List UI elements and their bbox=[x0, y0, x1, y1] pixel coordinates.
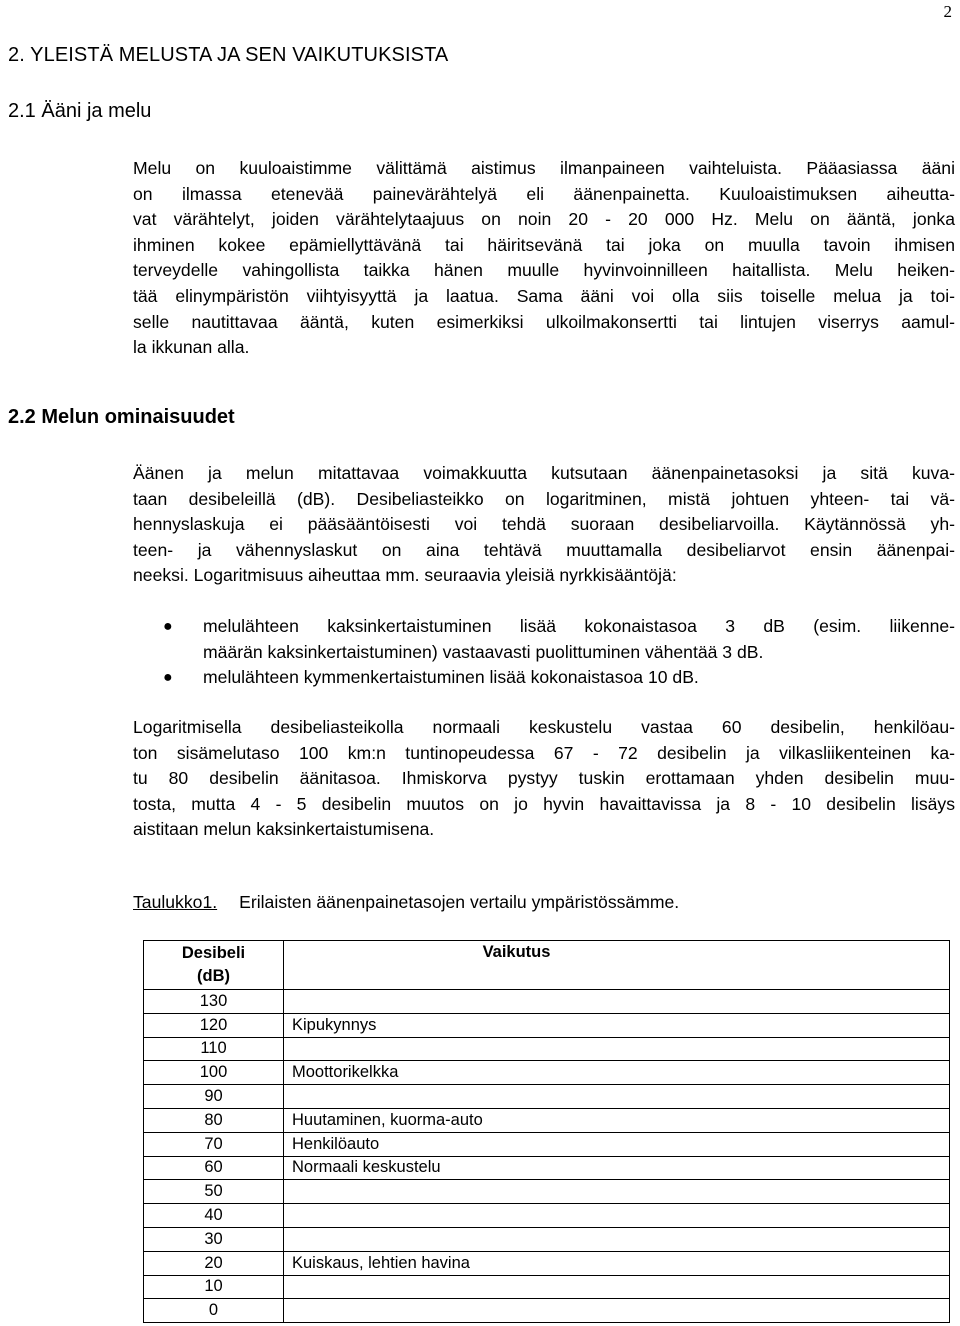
effect-cell bbox=[284, 1275, 950, 1299]
text-line: Logaritmisella desibeliasteikolla normaali keskustelu vastaa 60 desibelin, henkilöau- bbox=[133, 717, 955, 737]
column-header-decibel bbox=[144, 941, 284, 990]
section-2-2-paragraph-2 bbox=[133, 715, 955, 843]
section-heading-2-2: 2.2 Melun ominaisuudet bbox=[8, 406, 235, 428]
effect-cell bbox=[284, 1299, 950, 1323]
text-line: neeksi. Logaritmisuus aiheuttaa mm. seuraavia yleisiä nyrkkisääntöjä: bbox=[133, 565, 677, 586]
table-row bbox=[144, 1275, 950, 1299]
table-row bbox=[144, 1251, 950, 1275]
text-line: melulähteen kymmenkertaistuminen lisää kokonaistasoa 10 dB. bbox=[203, 667, 699, 688]
effect-cell: Kipukynnys bbox=[284, 1013, 950, 1037]
decibel-cell: 40 bbox=[144, 1204, 284, 1228]
effect-cell bbox=[284, 990, 950, 1014]
effect-cell: Kuiskaus, lehtien havina bbox=[284, 1251, 950, 1275]
chapter-heading: 2. YLEISTÄ MELUSTA JA SEN VAIKUTUKSISTA bbox=[8, 44, 449, 66]
table-row bbox=[144, 1108, 950, 1132]
text-line: terveydelle vahingollista taikka hänen muulle hyvinvoinnilleen haitallista. Melu heiken- bbox=[133, 260, 955, 281]
list-item bbox=[133, 665, 955, 691]
text-line: Äänen ja melun mitattavaa voimakkuutta kutsutaan äänenpainetasoksi ja sitä kuva- bbox=[133, 463, 955, 483]
section-2-1-paragraph bbox=[133, 156, 955, 361]
decibel-cell: 30 bbox=[144, 1227, 284, 1251]
page-number: 2 bbox=[943, 2, 952, 21]
decibel-cell: 120 bbox=[144, 1013, 284, 1037]
text-line: aistitaan melun kaksinkertaistumisena. bbox=[133, 819, 435, 840]
table-row bbox=[144, 1085, 950, 1109]
text-line: tosta, mutta 4 - 5 desibelin muutos on jo hyvin havaittavissa ja 8 - 10 desibelin lisäys bbox=[133, 793, 955, 814]
decibel-cell: 90 bbox=[144, 1085, 284, 1109]
table-row bbox=[144, 1299, 950, 1323]
table-caption-text: Erilaisten äänenpainetasojen vertailu ympäristössämme. bbox=[239, 892, 680, 912]
effect-cell: Henkilöauto bbox=[284, 1132, 950, 1156]
noise-level-table bbox=[143, 940, 950, 1323]
text-line: ton sisämelutaso 100 km:n tuntinopeudessa 67 - 72 desibelin ja vilkasliikenteinen ka- bbox=[133, 742, 955, 763]
effect-cell: Huutaminen, kuorma-auto bbox=[284, 1108, 950, 1132]
text-line: on ilmassa etenevää painevärähtelyä eli äänenpainetta. Kuuloaistimuksen aiheutta- bbox=[133, 183, 955, 204]
table-row bbox=[144, 1037, 950, 1061]
text-line: Melu on kuuloaistimme välittämä aistimus ilmanpaineen vaihteluista. Pääasiassa ääni bbox=[133, 158, 955, 178]
table-row bbox=[144, 990, 950, 1014]
effect-cell bbox=[284, 1204, 950, 1228]
decibel-cell: 100 bbox=[144, 1061, 284, 1085]
table-row bbox=[144, 1204, 950, 1228]
table-row bbox=[144, 1132, 950, 1156]
text-line: hennyslaskuja ei pääsääntöisesti voi tehdä suoraan desibeliarvoilla. Käytännössä yh- bbox=[133, 514, 955, 535]
table-row bbox=[144, 1013, 950, 1037]
table-caption bbox=[133, 892, 679, 913]
section-2-2-paragraph-1 bbox=[133, 461, 955, 589]
table-caption-label: Taulukko1. bbox=[133, 892, 218, 912]
table-row bbox=[144, 1156, 950, 1180]
table-body bbox=[144, 990, 950, 1323]
text-line: tu 80 desibelin äänitasoa. Ihmiskorva pystyy tuskin erottamaan yhden desibelin muu- bbox=[133, 768, 955, 789]
text-line: ihminen kokee epämiellyttävänä tai häiritsevänä tai joka on muulla tavoin ihmisen bbox=[133, 234, 955, 255]
header-text: Desibeli bbox=[181, 944, 246, 962]
effect-cell bbox=[284, 1037, 950, 1061]
decibel-cell: 60 bbox=[144, 1156, 284, 1180]
bullet-icon: ● bbox=[163, 669, 173, 687]
text-line: selle nautittavaa ääntä, kuten esimerkiksi ulkoilmakonsertti tai lintujen viserrys aamul- bbox=[133, 311, 955, 332]
text-line: vat värähtelyt, joiden värähtelytaajuus on noin 20 - 20 000 Hz. Melu on ääntä, jonka bbox=[133, 209, 955, 230]
decibel-cell: 130 bbox=[144, 990, 284, 1014]
text-line: la ikkunan alla. bbox=[133, 337, 250, 358]
section-heading-2-1: 2.1 Ääni ja melu bbox=[8, 100, 152, 122]
rules-of-thumb-list bbox=[133, 614, 955, 691]
decibel-cell: 50 bbox=[144, 1180, 284, 1204]
column-header-effect: Vaikutus bbox=[284, 941, 950, 990]
effect-cell: Normaali keskustelu bbox=[284, 1156, 950, 1180]
decibel-cell: 0 bbox=[144, 1299, 284, 1323]
text-line: melulähteen kaksinkertaistuminen lisää kokonaistasoa 3 dB (esim. liikenne- bbox=[203, 616, 955, 636]
table-header-row bbox=[144, 941, 950, 990]
text-line: määrän kaksinkertaistuminen) vastaavasti puolittuminen vähentää 3 dB. bbox=[203, 641, 764, 662]
effect-cell bbox=[284, 1085, 950, 1109]
table-row bbox=[144, 1180, 950, 1204]
header-text: (dB) bbox=[197, 967, 230, 985]
text-line: teen- ja vähennyslaskut on aina tehtävä muuttamalla desibeliarvot ensin äänenpai- bbox=[133, 539, 955, 560]
text-line: taan desibeleillä (dB). Desibeliasteikko on logaritminen, mistä johtuen yhteen- tai vä- bbox=[133, 488, 955, 509]
table-row bbox=[144, 1061, 950, 1085]
effect-cell bbox=[284, 1180, 950, 1204]
decibel-cell: 110 bbox=[144, 1037, 284, 1061]
decibel-cell: 10 bbox=[144, 1275, 284, 1299]
text-line: tää elinympäristön viihtyisyyttä ja laatua. Sama ääni voi olla siis toiselle melua ja toi- bbox=[133, 285, 955, 306]
decibel-cell: 20 bbox=[144, 1251, 284, 1275]
effect-cell: Moottorikelkka bbox=[284, 1061, 950, 1085]
list-item bbox=[133, 614, 955, 665]
table-row bbox=[144, 1227, 950, 1251]
effect-cell bbox=[284, 1227, 950, 1251]
decibel-cell: 80 bbox=[144, 1108, 284, 1132]
decibel-cell: 70 bbox=[144, 1132, 284, 1156]
bullet-icon: ● bbox=[163, 618, 173, 635]
